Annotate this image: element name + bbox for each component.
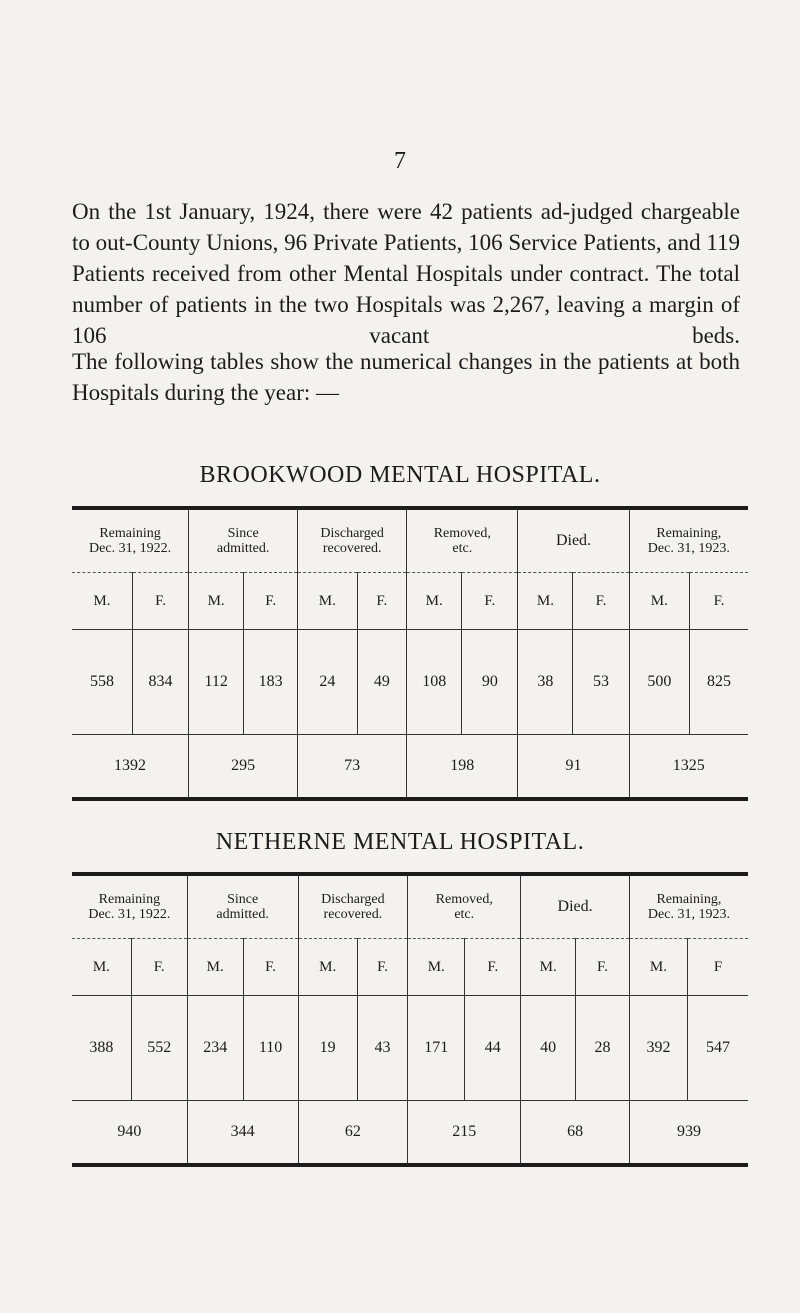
column-header: Remaining, Dec. 31, 1923. [629, 508, 748, 573]
sex-label: M. [72, 573, 132, 630]
sex-label: F. [690, 573, 748, 630]
total-cell: 62 [298, 1101, 408, 1166]
sex-label: F. [132, 573, 188, 630]
value-cell: 43 [357, 996, 407, 1101]
sex-label: F [688, 939, 748, 996]
sex-label: F. [357, 573, 407, 630]
value-cell: 547 [688, 996, 748, 1101]
brookwood-table [72, 506, 748, 801]
value-cell: 392 [629, 996, 687, 1101]
column-header: Remaining Dec. 31, 1922. [88, 892, 171, 922]
column-header: Removed, etc. [408, 874, 521, 939]
value-cell: 40 [521, 996, 576, 1101]
values-row [72, 630, 748, 735]
total-cell: 295 [189, 735, 298, 800]
totals-row [72, 1101, 748, 1166]
value-cell: 38 [518, 630, 573, 735]
column-header: Since admitted. [187, 874, 298, 939]
column-header: Since admitted. [189, 508, 298, 573]
sex-label: F. [131, 939, 187, 996]
intro-paragraph: On the 1st January, 1924, there were 42 patients ad-judged chargeable to out-County Unions, 96 Private Patients, 106 Service Patients, and 119 Patients received from other Mental Hospitals under contract. The total number of patients in the two Hospitals was 2,267, leaving a margin of 106 vacant beds. [72, 199, 740, 348]
sex-label: F. [357, 939, 407, 996]
netherne-heading: NETHERNE MENTAL HOSPITAL. [215, 829, 585, 855]
header-row [72, 874, 748, 939]
sex-label: F. [576, 939, 630, 996]
values-row [72, 996, 748, 1101]
total-cell: 68 [521, 1101, 630, 1166]
sex-label: M. [408, 939, 465, 996]
sex-label: M. [407, 573, 462, 630]
total-cell: 73 [298, 735, 407, 800]
value-cell: 558 [89, 673, 114, 690]
sex-label: F. [465, 939, 521, 996]
sex-label: F. [573, 573, 629, 630]
column-header: Discharged recovered. [298, 508, 407, 573]
total-cell: 940 [72, 1101, 187, 1166]
value-cell: 108 [407, 630, 462, 735]
sex-label: M. [298, 939, 357, 996]
sex-label: M. [518, 573, 573, 630]
column-header: Died. [518, 508, 629, 573]
column-header: Died. [521, 874, 630, 939]
sex-label: M. [521, 939, 576, 996]
netherne-table [72, 872, 748, 1167]
value-cell: 90 [462, 630, 518, 735]
value-cell: 500 [629, 630, 689, 735]
sex-label: F. [243, 939, 298, 996]
value-cell: 44 [465, 996, 521, 1101]
total-cell: 344 [187, 1101, 298, 1166]
value-cell: 28 [576, 996, 630, 1101]
total-cell: 215 [408, 1101, 521, 1166]
value-cell: 183 [244, 630, 298, 735]
value-cell: 171 [408, 996, 465, 1101]
brookwood-heading: BROOKWOOD MENTAL HOSPITAL. [199, 462, 601, 488]
sex-label: M. [187, 939, 243, 996]
sex-label: M. [72, 939, 131, 996]
tables-intro-paragraph: The following tables show the numerical changes in the patients at both Hospitals during the year: — [72, 349, 740, 405]
sex-label: F. [462, 573, 518, 630]
sex-label: M. [629, 939, 687, 996]
sex-label-row [72, 573, 748, 630]
value-cell: 53 [573, 630, 629, 735]
sex-label-row [72, 939, 748, 996]
column-header: Discharged recovered. [298, 874, 408, 939]
value-cell: 49 [357, 630, 407, 735]
column-header: Removed, etc. [407, 508, 518, 573]
total-cell: 1325 [629, 735, 748, 800]
total-cell: 91 [518, 735, 629, 800]
header-row [72, 508, 748, 573]
column-header: Remaining Dec. 31, 1922. [89, 526, 172, 556]
page-number: 7 [394, 148, 406, 174]
value-cell: 552 [131, 996, 187, 1101]
value-cell: 19 [298, 996, 357, 1101]
totals-row [72, 735, 748, 800]
column-header: Remaining, Dec. 31, 1923. [629, 874, 748, 939]
total-cell: 198 [407, 735, 518, 800]
value-cell: 234 [187, 996, 243, 1101]
sex-label: M. [189, 573, 244, 630]
total-cell: 1392 [72, 735, 189, 800]
value-cell: 112 [189, 630, 244, 735]
value-cell: 24 [298, 630, 357, 735]
sex-label: F. [244, 573, 298, 630]
total-cell: 939 [629, 1101, 748, 1166]
value-cell: 388 [89, 1039, 114, 1056]
sex-label: M. [629, 573, 689, 630]
value-cell: 834 [132, 630, 188, 735]
sex-label: M. [298, 573, 357, 630]
value-cell: 110 [243, 996, 298, 1101]
value-cell: 825 [690, 630, 748, 735]
